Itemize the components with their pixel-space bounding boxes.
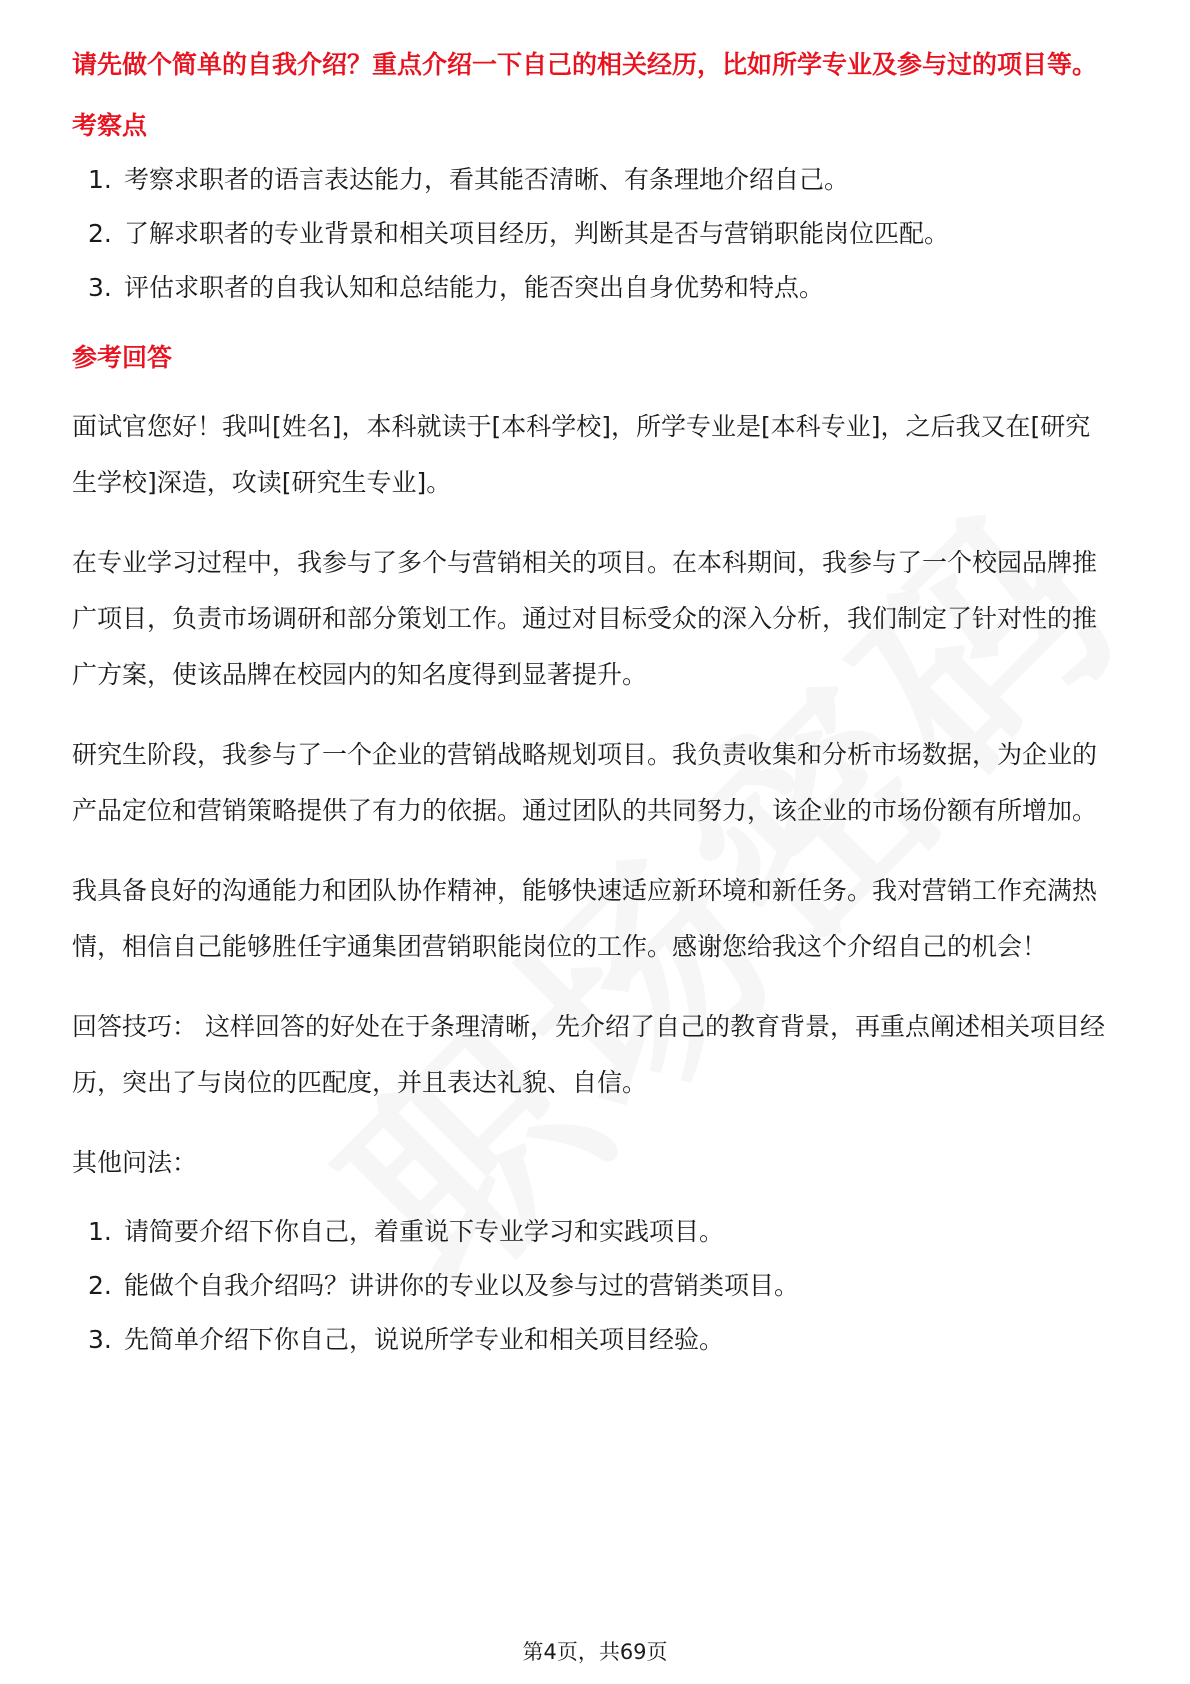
answer-paragraph: 面试官您好！我叫[姓名]，本科就读于[本科学校]，所学专业是[本科专业]，之后我又在[研究生学校]深造，攻读[研究生专业]。 xyxy=(72,412,1091,497)
list-number: 3. xyxy=(88,273,112,302)
list-text: 评估求职者的自我认知和总结能力，能否突出自身优势和特点。 xyxy=(124,273,825,302)
answer-tips: 回答技巧： 这样回答的好处在于条理清晰，先介绍了自己的教育背景，再重点阐述相关项目经历，突出了与岗位的匹配度，并且表达礼貌、自信。 xyxy=(72,1012,1105,1097)
document-page xyxy=(72,48,1112,1357)
list-text: 先简单介绍下你自己，说说所学专业和相关项目经验。 xyxy=(124,1325,725,1354)
list-text: 考察求职者的语言表达能力，看其能否清晰、有条理地介绍自己。 xyxy=(124,165,850,194)
list-item xyxy=(72,271,1112,305)
question-title: 请先做个简单的自我介绍？重点介绍一下自己的相关经历，比如所学专业及参与过的项目等。 xyxy=(72,50,1098,79)
other-questions-list xyxy=(72,1215,1112,1357)
list-number: 3. xyxy=(88,1325,112,1354)
list-text: 请简要介绍下你自己，着重说下专业学习和实践项目。 xyxy=(124,1217,725,1246)
list-item xyxy=(72,1323,1112,1357)
assessment-list xyxy=(72,163,1112,305)
answer-paragraph: 我具备良好的沟通能力和团队协作精神，能够快速适应新环境和新任务。我对营销工作充满热情，相信自己能够胜任宇通集团营销职能岗位的工作。感谢您给我这个介绍自己的机会！ xyxy=(72,876,1098,961)
list-text: 了解求职者的专业背景和相关项目经历，判断其是否与营销职能岗位匹配。 xyxy=(124,219,950,248)
answer-heading: 参考回答 xyxy=(72,343,173,372)
list-number: 2. xyxy=(88,219,112,248)
list-item xyxy=(72,163,1112,197)
list-number: 2. xyxy=(88,1271,112,1300)
list-number: 1. xyxy=(88,1217,112,1246)
answer-paragraph: 研究生阶段，我参与了一个企业的营销战略规划项目。我负责收集和分析市场数据，为企业的产品定位和营销策略提供了有力的依据。通过团队的共同努力，该企业的市场份额有所增加。 xyxy=(72,740,1098,825)
list-item xyxy=(72,217,1112,251)
page-footer: 第4页，共69页 xyxy=(522,1640,668,1664)
list-item xyxy=(72,1269,1112,1303)
answer-paragraph: 在专业学习过程中，我参与了多个与营销相关的项目。在本科期间，我参与了一个校园品牌推广项目，负责市场调研和部分策划工作。通过对目标受众的深入分析，我们制定了针对性的推广方案，使该品牌在校园内的知名度得到显著提升。 xyxy=(72,548,1098,689)
list-number: 1. xyxy=(88,165,112,194)
list-text: 能做个自我介绍吗？讲讲你的专业以及参与过的营销类项目。 xyxy=(124,1271,800,1300)
assessment-heading: 考察点 xyxy=(72,111,148,140)
list-item xyxy=(72,1215,1112,1249)
other-questions-heading: 其他问法： xyxy=(72,1148,198,1177)
